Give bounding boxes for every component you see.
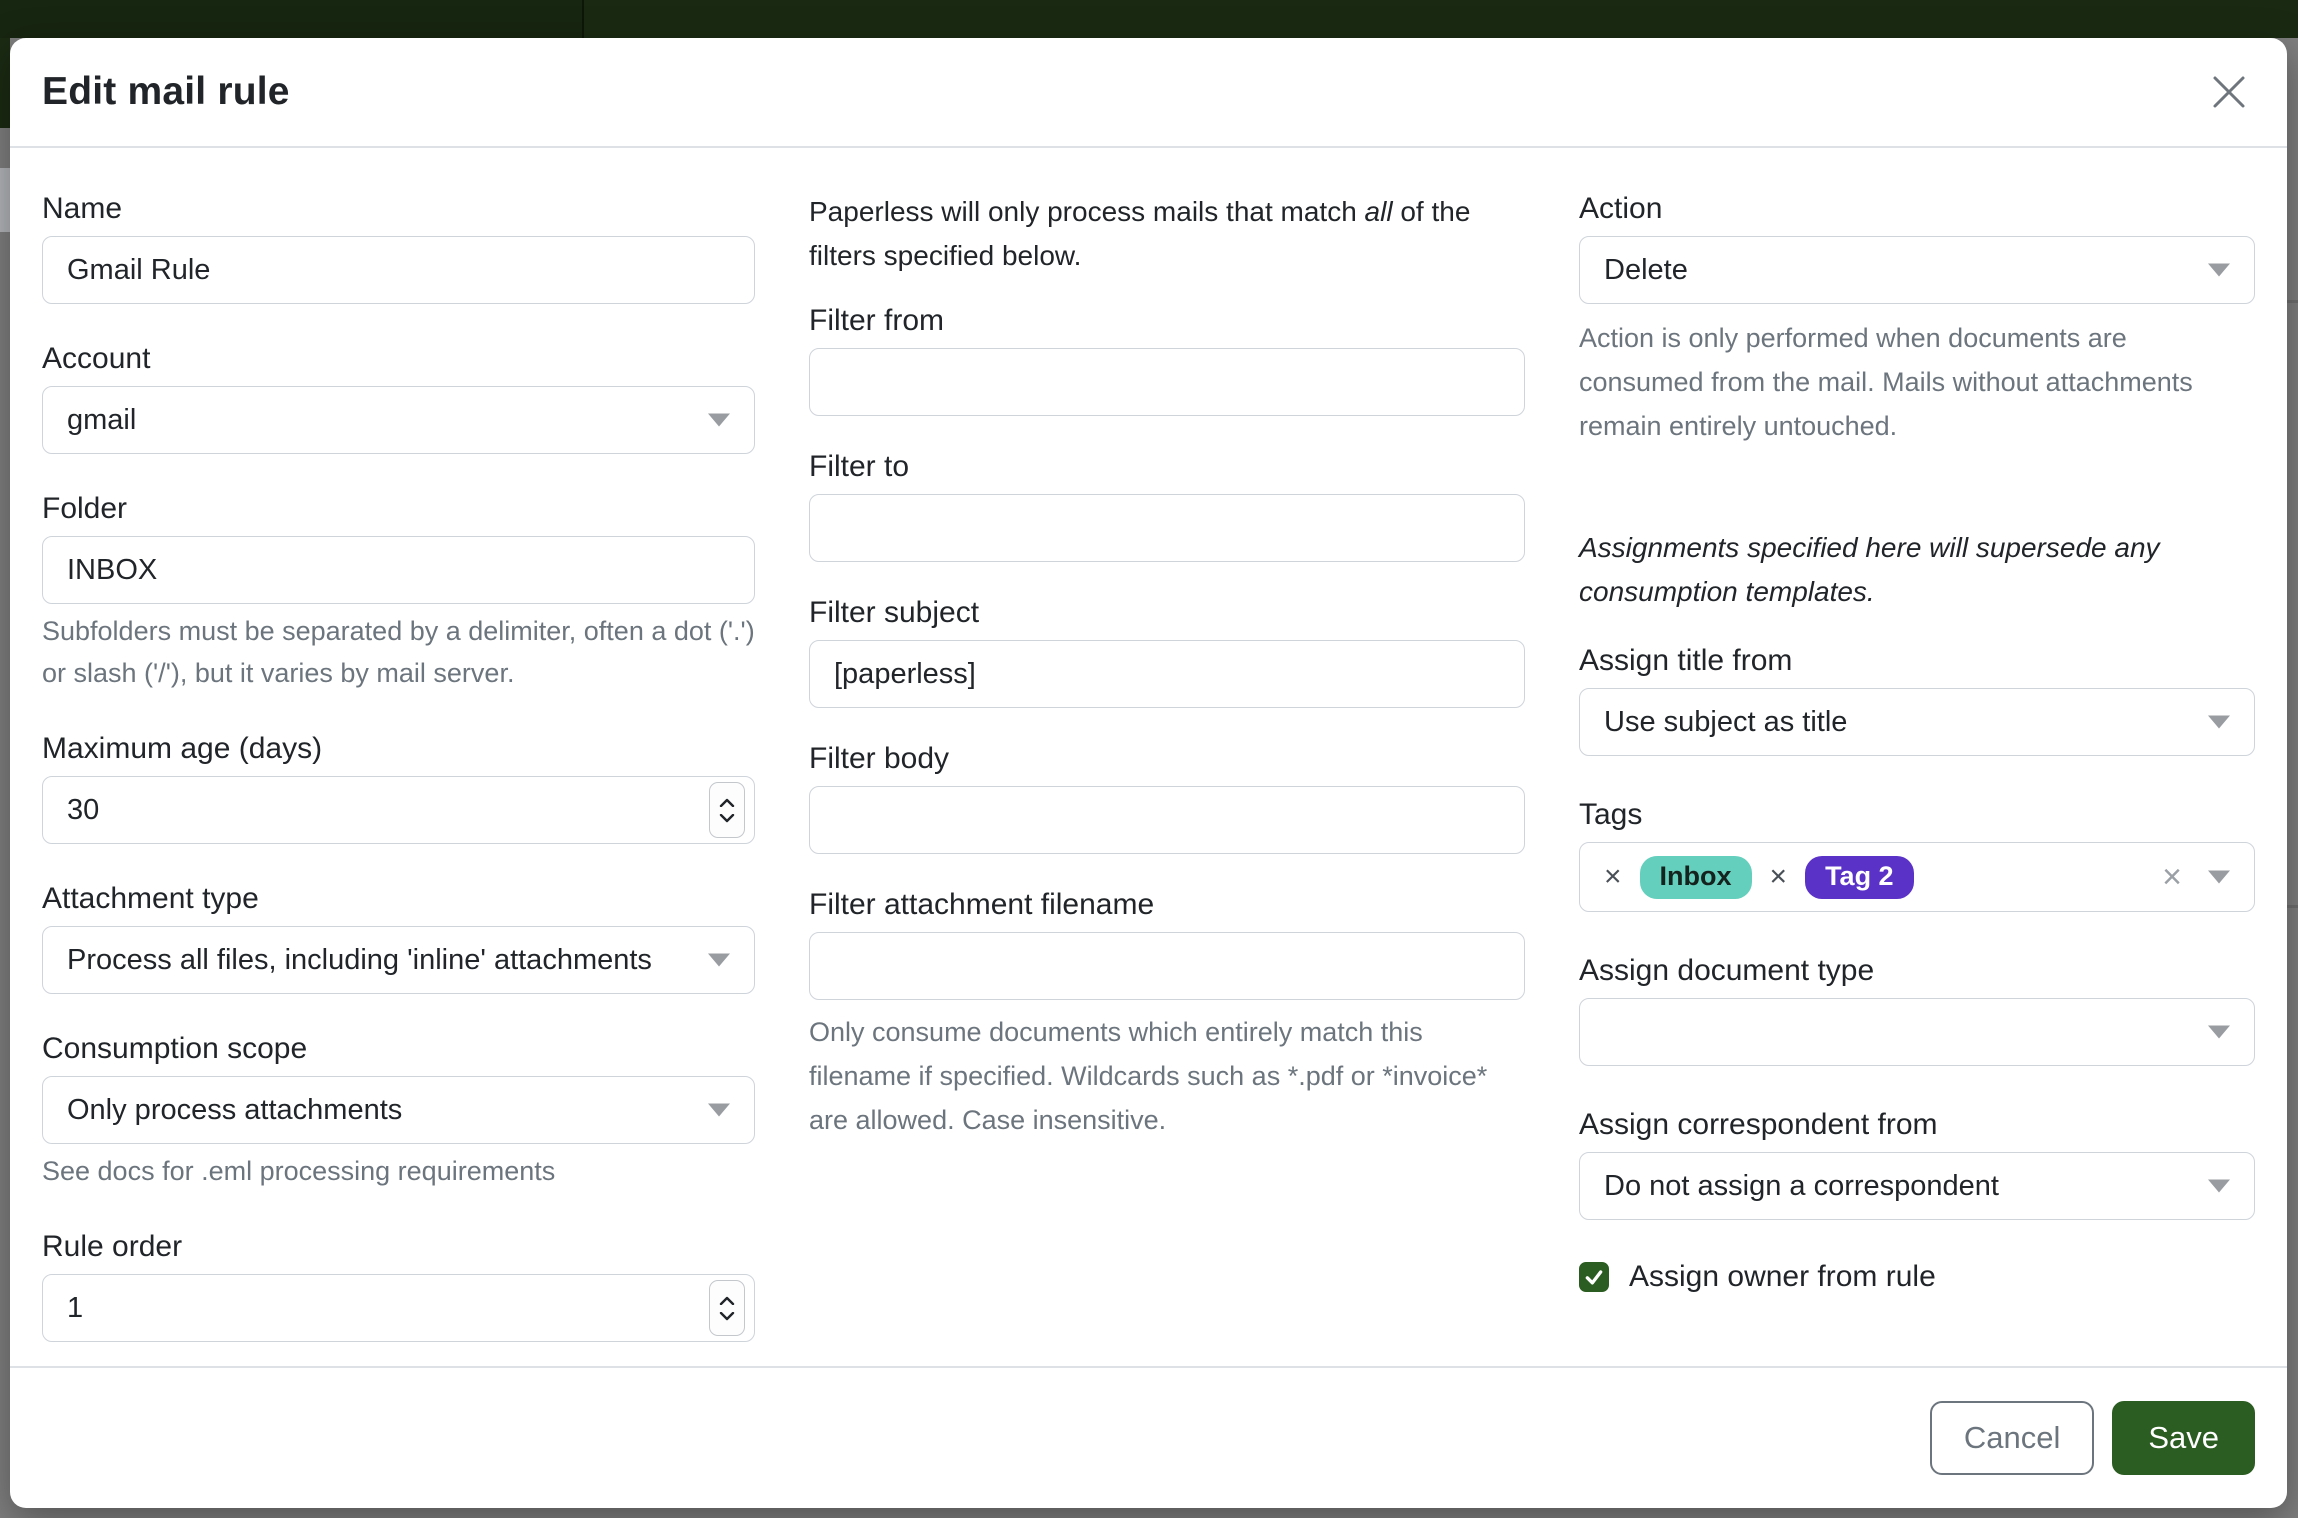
cancel-button[interactable]: Cancel xyxy=(1930,1401,2095,1475)
dialog-title: Edit mail rule xyxy=(42,70,290,113)
consumption-scope-value: Only process attachments xyxy=(67,1093,403,1126)
checkmark-icon xyxy=(1584,1267,1604,1287)
max-age-label: Maximum age (days) xyxy=(42,732,323,765)
consumption-scope-label: Consumption scope xyxy=(42,1032,308,1065)
filter-body-input[interactable] xyxy=(809,786,1525,854)
assign-document-type-select[interactable] xyxy=(1579,998,2255,1066)
filters-intro-suffix: of the filters specified below. xyxy=(809,196,1471,271)
dropdown-caret-icon xyxy=(708,1104,730,1117)
clear-tags-icon[interactable]: × xyxy=(2162,858,2182,896)
field-assign-document-type xyxy=(1579,952,2255,1066)
account-label: Account xyxy=(42,342,151,375)
field-assign-title xyxy=(1579,642,2255,756)
field-filter-body xyxy=(809,740,1525,854)
assign-document-type-label: Assign document type xyxy=(1579,954,1875,987)
assignments-note: Assignments specified here will supersede any consumption templates. xyxy=(1579,532,2160,607)
filter-subject-input[interactable] xyxy=(809,640,1525,708)
dimmed-page-left-edge xyxy=(0,38,10,128)
dropdown-caret-icon xyxy=(2208,716,2230,729)
filter-filename-label: Filter attachment filename xyxy=(809,888,1155,921)
assign-owner-label[interactable]: Assign owner from rule xyxy=(1629,1260,1936,1293)
consumption-scope-help-text: See docs for .eml processing requirements xyxy=(42,1156,556,1186)
dialog-body xyxy=(10,148,2287,1366)
field-name xyxy=(42,190,755,304)
rule-order-input[interactable] xyxy=(42,1274,755,1342)
dropdown-caret-icon xyxy=(2208,871,2230,884)
stepper-up-icon xyxy=(719,1296,735,1305)
tags-label: Tags xyxy=(1579,798,1643,831)
field-filter-filename xyxy=(809,886,1525,1142)
max-age-input[interactable] xyxy=(42,776,755,844)
remove-tag-icon[interactable]: × xyxy=(1769,860,1788,893)
dropdown-caret-icon xyxy=(2208,1180,2230,1193)
action-value: Delete xyxy=(1604,253,1688,286)
assign-correspondent-label: Assign correspondent from xyxy=(1579,1108,1938,1141)
close-button[interactable] xyxy=(2205,68,2253,116)
filters-intro-emph: all xyxy=(1364,196,1393,227)
dropdown-caret-icon xyxy=(708,954,730,967)
field-filter-from xyxy=(809,302,1525,416)
tags-select[interactable] xyxy=(1579,842,2255,912)
rule-order-stepper[interactable] xyxy=(709,1280,745,1336)
folder-help-text: Subfolders must be separated by a delimiter, often a dot ('.') or slash ('/'), but it varies by mail server. xyxy=(42,616,755,688)
column-general xyxy=(42,190,755,1366)
field-attachment-type xyxy=(42,880,755,994)
column-action-assignments xyxy=(1579,190,2255,1366)
filters-intro-text xyxy=(809,190,1525,278)
field-assign-correspondent xyxy=(1579,1106,2255,1220)
field-filter-subject xyxy=(809,594,1525,708)
filter-from-label: Filter from xyxy=(809,304,944,337)
column-filters xyxy=(809,190,1525,1366)
assign-correspondent-value: Do not assign a correspondent xyxy=(1604,1169,1999,1202)
rule-order-label: Rule order xyxy=(42,1230,183,1263)
field-consumption-scope xyxy=(42,1030,755,1192)
tag-chip[interactable]: Tag 2 xyxy=(1805,856,1914,899)
assign-correspondent-select[interactable] xyxy=(1579,1152,2255,1220)
filter-to-input[interactable] xyxy=(809,494,1525,562)
stepper-down-icon xyxy=(719,1312,735,1321)
consumption-scope-select[interactable] xyxy=(42,1076,755,1144)
dropdown-caret-icon xyxy=(708,414,730,427)
action-label: Action xyxy=(1579,192,1663,225)
field-account xyxy=(42,340,755,454)
save-button[interactable]: Save xyxy=(2112,1401,2255,1475)
dimmed-navbar-divider xyxy=(582,0,584,38)
filter-body-label: Filter body xyxy=(809,742,950,775)
field-max-age xyxy=(42,730,755,844)
account-value: gmail xyxy=(67,403,137,436)
assign-title-select[interactable] xyxy=(1579,688,2255,756)
name-input[interactable] xyxy=(42,236,755,304)
filter-to-label: Filter to xyxy=(809,450,910,483)
dropdown-caret-icon xyxy=(2208,264,2230,277)
filters-intro-prefix: Paperless will only process mails that match xyxy=(809,196,1365,227)
dimmed-navbar-right xyxy=(584,0,2298,38)
dialog-header xyxy=(10,38,2287,148)
folder-label: Folder xyxy=(42,492,128,525)
dialog-footer xyxy=(10,1366,2287,1508)
account-select[interactable] xyxy=(42,386,755,454)
edit-mail-rule-dialog xyxy=(10,38,2287,1508)
dropdown-caret-icon xyxy=(2208,1026,2230,1039)
assign-title-label: Assign title from xyxy=(1579,644,1793,677)
stepper-up-icon xyxy=(719,798,735,807)
stepper-down-icon xyxy=(719,814,735,823)
field-action xyxy=(1579,190,2255,448)
name-label: Name xyxy=(42,192,123,225)
action-help-text: Action is only performed when documents are consumed from the mail. Mails without attachments remain entirely untouched. xyxy=(1579,323,2193,441)
folder-input[interactable] xyxy=(42,536,755,604)
filter-from-input[interactable] xyxy=(809,348,1525,416)
field-assign-owner xyxy=(1579,1260,2255,1294)
filter-filename-input[interactable] xyxy=(809,932,1525,1000)
attachment-type-select[interactable] xyxy=(42,926,755,994)
field-folder xyxy=(42,490,755,694)
tag-chip[interactable]: Inbox xyxy=(1640,856,1752,899)
field-tags xyxy=(1579,796,2255,912)
action-select[interactable] xyxy=(1579,236,2255,304)
dimmed-page-row-line xyxy=(2287,905,2298,908)
filter-filename-help-text: Only consume documents which entirely match this filename if specified. Wildcards such as *.pdf or *invoice* are allowed. Case insensitive. xyxy=(809,1017,1488,1135)
close-icon xyxy=(2210,73,2248,111)
remove-tag-icon[interactable]: × xyxy=(1604,860,1622,893)
attachment-type-value: Process all files, including 'inline' attachments xyxy=(67,943,652,976)
dimmed-page-row-line xyxy=(2287,300,2298,303)
field-filter-to xyxy=(809,448,1525,562)
assign-title-value: Use subject as title xyxy=(1604,705,1848,738)
filter-subject-label: Filter subject xyxy=(809,596,980,629)
field-rule-order xyxy=(42,1228,755,1342)
dimmed-page-left-block xyxy=(0,168,10,232)
attachment-type-label: Attachment type xyxy=(42,882,259,915)
assign-owner-checkbox[interactable] xyxy=(1579,1262,1609,1292)
max-age-stepper[interactable] xyxy=(709,782,745,838)
